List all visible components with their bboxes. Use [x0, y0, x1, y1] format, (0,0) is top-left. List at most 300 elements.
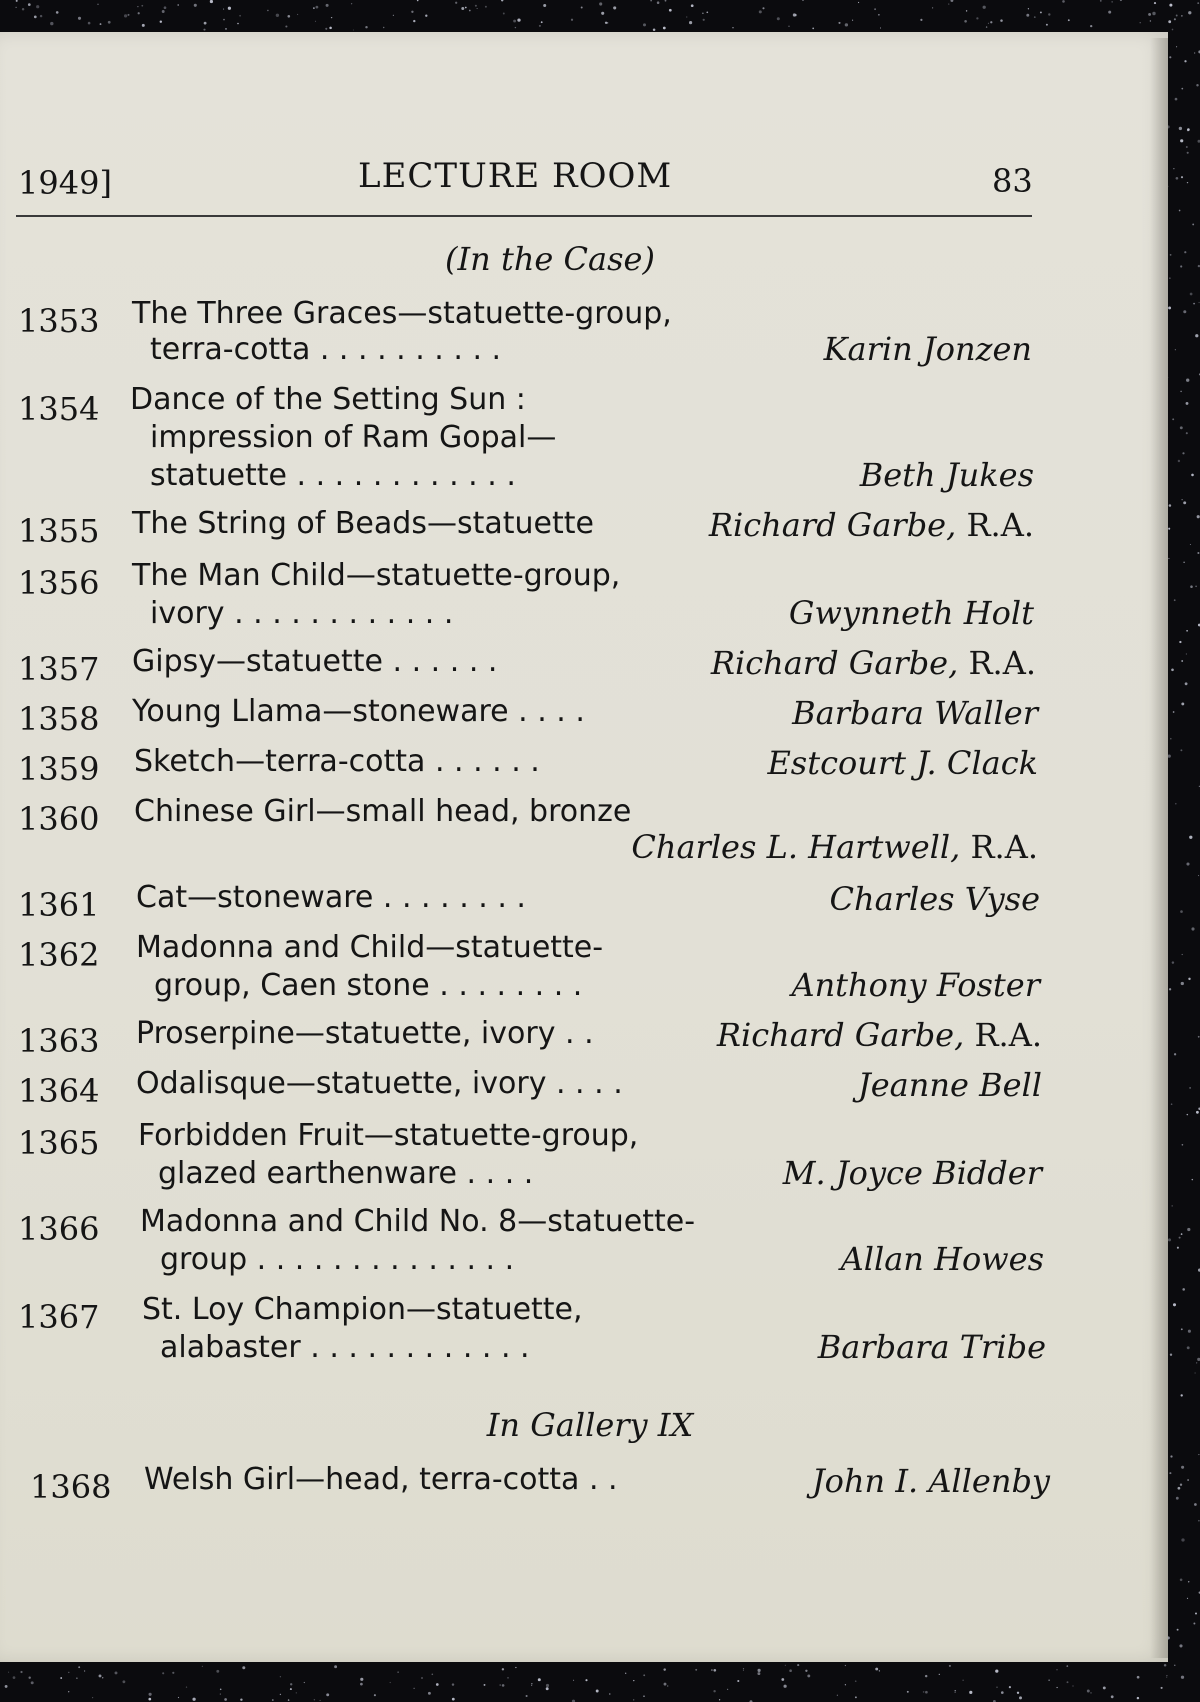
star-dot: [461, 7, 464, 10]
star-dot: [1195, 586, 1197, 588]
star-dot: [68, 1672, 69, 1673]
star-dot: [812, 28, 814, 30]
star-dot: [932, 7, 933, 8]
star-dot: [1180, 1579, 1183, 1582]
star-dot: [1186, 379, 1189, 382]
star-dot: [40, 15, 42, 17]
entry-title: St. Loy Champion—statuette,: [142, 1292, 583, 1327]
star-dot: [29, 1677, 31, 1679]
entry-title-continued: terra-cotta . . . . . . . . . .: [150, 332, 502, 367]
star-dot: [1187, 1114, 1188, 1115]
star-dot: [1180, 265, 1182, 267]
star-dot: [1170, 1354, 1172, 1356]
star-dot: [1169, 1472, 1171, 1474]
star-dot: [596, 1690, 599, 1693]
star-dot: [84, 1670, 85, 1671]
star-dot: [425, 15, 427, 17]
entry-title: Chinese Girl—small head, bronze: [134, 794, 632, 829]
star-dot: [228, 7, 231, 10]
star-dot: [807, 1674, 810, 1677]
star-dot: [1176, 46, 1177, 47]
entry-title: Young Llama—stoneware . . . .: [132, 694, 585, 729]
star-dot: [326, 4, 329, 7]
star-dot: [502, 1684, 505, 1687]
star-dot: [1173, 1303, 1176, 1306]
entry-number: 1357: [18, 650, 100, 688]
entry-artist: Richard Garbe, R.A.: [708, 506, 1034, 544]
star-dot: [657, 1, 660, 4]
entry-artist: Barbara Waller: [792, 694, 1038, 732]
star-dot: [50, 22, 53, 25]
star-dot: [1009, 1686, 1011, 1688]
star-dot: [1194, 1372, 1195, 1373]
star-dot: [988, 23, 989, 24]
star-dot: [609, 1693, 610, 1694]
star-dot: [805, 1670, 807, 1672]
star-dot: [795, 14, 797, 16]
star-dot: [1177, 1247, 1179, 1249]
running-header: [0, 152, 1168, 202]
star-dot: [695, 1669, 697, 1671]
star-dot: [713, 1690, 715, 1692]
star-dot: [162, 1672, 164, 1674]
star-dot: [1168, 754, 1171, 757]
star-dot: [276, 14, 279, 17]
star-dot: [452, 1698, 455, 1701]
star-dot: [785, 1665, 786, 1666]
star-dot: [607, 22, 609, 24]
star-dot: [334, 1665, 337, 1668]
star-dot: [1179, 210, 1181, 212]
star-dot: [1186, 653, 1187, 654]
star-dot: [290, 1688, 292, 1690]
entry-title: The Man Child—statuette-group,: [132, 558, 621, 593]
star-dot: [485, 6, 487, 8]
star-dot: [1186, 402, 1189, 405]
star-dot: [880, 27, 881, 28]
star-dot: [1197, 552, 1199, 554]
star-dot: [788, 25, 790, 27]
star-dot: [1112, 1, 1113, 2]
star-dot: [599, 2, 602, 5]
star-dot: [272, 1699, 274, 1701]
star-dot: [1179, 1237, 1181, 1239]
star-dot: [691, 4, 694, 7]
star-dot: [789, 1669, 792, 1672]
star-dot: [571, 19, 573, 21]
star-dot: [664, 1683, 667, 1686]
star-dot: [1183, 310, 1186, 313]
entry-title: The String of Beads—statuette: [132, 506, 594, 541]
entry-artist: Richard Garbe, R.A.: [710, 644, 1036, 682]
star-dot: [1187, 1479, 1189, 1481]
star-dot: [855, 1680, 857, 1682]
star-dot: [1182, 1288, 1185, 1291]
star-dot: [142, 24, 145, 27]
entry-artist: Karin Jonzen: [823, 330, 1032, 368]
star-dot: [1174, 1053, 1176, 1055]
star-dot: [194, 4, 197, 7]
star-dot: [759, 10, 762, 13]
star-dot: [1179, 1644, 1182, 1647]
star-dot: [531, 1685, 532, 1686]
star-dot: [393, 15, 394, 16]
star-dot: [76, 1677, 78, 1679]
star-dot: [1046, 24, 1048, 26]
star-dot: [223, 19, 225, 21]
star-dot: [1175, 349, 1176, 350]
star-dot: [5, 1685, 8, 1688]
entry-number: 1363: [18, 1022, 100, 1060]
star-dot: [1174, 1665, 1175, 1666]
entry-title: Odalisque—statuette, ivory . . . .: [136, 1066, 623, 1101]
star-dot: [1196, 84, 1198, 86]
star-dot: [1028, 8, 1029, 9]
star-dot: [1174, 18, 1176, 20]
star-dot: [601, 12, 604, 15]
header-title: LECTURE ROOM: [358, 156, 673, 196]
star-dot: [855, 1696, 857, 1698]
entry-number: 1353: [18, 302, 100, 340]
star-dot: [1175, 803, 1177, 805]
star-dot: [686, 16, 687, 17]
star-dot: [757, 1672, 760, 1675]
star-dot: [220, 1689, 222, 1691]
star-dot: [950, 0, 953, 2]
entry-title: Sketch—terra-cotta . . . . . .: [134, 744, 540, 779]
star-dot: [1019, 1696, 1022, 1699]
star-dot: [1181, 1676, 1184, 1679]
star-dot: [983, 6, 986, 9]
star-dot: [351, 3, 352, 4]
star-dot: [781, 1678, 784, 1681]
entry-artist: Charles Vyse: [829, 880, 1040, 918]
entry-artist: Estcourt J. Clack: [767, 744, 1038, 782]
entry-number: 1354: [18, 390, 100, 428]
star-dot: [1137, 1676, 1140, 1679]
star-dot: [204, 22, 207, 25]
star-dot: [436, 1683, 439, 1686]
star-dot: [503, 13, 505, 15]
header-rule: [16, 215, 1032, 217]
star-dot: [743, 1670, 744, 1671]
star-dot: [1188, 11, 1191, 14]
star-dot: [28, 3, 31, 6]
star-dot: [413, 20, 415, 22]
entry-title-continued: alabaster . . . . . . . . . . . .: [160, 1330, 530, 1365]
entry-number: 1355: [18, 512, 100, 550]
star-dot: [802, 0, 803, 1]
star-dot: [141, 5, 143, 7]
star-dot: [879, 1670, 880, 1671]
star-dot: [663, 1668, 665, 1670]
entry-number: 1365: [18, 1124, 100, 1162]
star-dot: [1183, 562, 1184, 563]
entry-artist: Beth Jukes: [859, 456, 1034, 494]
star-dot: [1111, 1695, 1114, 1698]
star-dot: [13, 1676, 16, 1679]
star-dot: [969, 1691, 972, 1694]
star-dot: [137, 6, 138, 7]
star-dot: [1026, 14, 1029, 17]
star-dot: [1188, 1581, 1189, 1582]
star-dot: [1100, 0, 1102, 2]
star-dot: [1120, 0, 1122, 1]
star-dot: [702, 13, 703, 14]
star-dot: [313, 7, 315, 9]
star-dot: [966, 10, 967, 11]
star-dot: [643, 1674, 645, 1676]
star-dot: [288, 1699, 290, 1701]
entry-title: Madonna and Child—statuette-: [136, 930, 604, 965]
star-dot: [1168, 1238, 1171, 1241]
star-dot: [224, 1698, 227, 1701]
entry-title-continued: group . . . . . . . . . . . . . .: [160, 1242, 515, 1277]
star-dot: [138, 12, 140, 14]
star-dot: [1062, 0, 1065, 3]
star-dot: [1068, 19, 1070, 21]
star-dot: [955, 1692, 956, 1693]
star-dot: [663, 27, 666, 30]
star-dot: [920, 19, 922, 21]
star-dot: [1183, 501, 1186, 504]
star-dot: [613, 6, 616, 9]
entry-number: 1356: [18, 564, 100, 602]
entry-title-continued: glazed earthenware . . . .: [158, 1156, 534, 1191]
entry-number: 1368: [30, 1468, 112, 1506]
page-edge-shadow: [1150, 38, 1168, 1658]
star-dot: [172, 1672, 174, 1674]
star-dot: [1182, 499, 1183, 500]
star-dot: [539, 25, 541, 27]
star-dot: [1001, 1691, 1004, 1694]
star-dot: [546, 1684, 549, 1687]
star-dot: [1171, 668, 1174, 671]
star-dot: [1176, 15, 1178, 17]
star-dot: [507, 1677, 508, 1678]
star-dot: [1195, 1613, 1197, 1615]
star-dot: [240, 1698, 242, 1700]
entry-number: 1360: [18, 800, 100, 838]
star-dot: [287, 15, 290, 18]
star-dot: [1090, 1692, 1091, 1693]
star-dot: [711, 1669, 713, 1671]
star-dot: [331, 17, 332, 18]
star-dot: [290, 1683, 292, 1685]
star-dot: [1186, 862, 1189, 865]
star-dot: [1177, 1629, 1179, 1631]
star-dot: [242, 1666, 245, 1669]
star-dot: [216, 1670, 219, 1673]
entry-title: Forbidden Fruit—statuette-group,: [138, 1118, 639, 1153]
star-dot: [1103, 1686, 1106, 1689]
section-heading-gallery: In Gallery IX: [486, 1406, 694, 1444]
star-dot: [986, 26, 987, 27]
star-dot: [1191, 474, 1194, 477]
star-dot: [845, 1665, 846, 1666]
star-dot: [1178, 460, 1180, 462]
star-dot: [907, 1691, 909, 1693]
star-dot: [1067, 1681, 1069, 1683]
star-dot: [239, 15, 241, 17]
star-dot: [115, 1671, 118, 1674]
entry-title: Dance of the Setting Sun :: [130, 382, 526, 417]
star-dot: [964, 20, 967, 23]
entry-artist: John I. Allenby: [811, 1462, 1050, 1500]
star-dot: [541, 21, 543, 23]
star-dot: [1190, 293, 1193, 296]
star-dot: [160, 20, 162, 22]
star-dot: [360, 1678, 363, 1681]
star-dot: [963, 1680, 964, 1681]
star-dot: [411, 11, 413, 13]
star-dot: [325, 28, 327, 30]
star-dot: [1172, 418, 1174, 420]
star-dot: [955, 1690, 956, 1691]
star-dot: [267, 10, 268, 11]
star-dot: [1040, 11, 1042, 13]
entry-title: Madonna and Child No. 8—statuette-: [140, 1204, 696, 1239]
star-dot: [732, 27, 733, 28]
star-dot: [1169, 56, 1171, 58]
star-dot: [713, 1669, 716, 1672]
star-dot: [1168, 306, 1171, 309]
star-dot: [1194, 52, 1195, 53]
star-dot: [1000, 19, 1003, 22]
star-dot: [432, 1674, 434, 1676]
star-dot: [538, 1678, 541, 1681]
star-dot: [1187, 128, 1190, 131]
star-dot: [296, 1692, 297, 1693]
star-dot: [1172, 29, 1174, 31]
entry-title-continued: ivory . . . . . . . . . . . .: [150, 596, 454, 631]
star-dot: [1190, 585, 1193, 588]
star-dot: [643, 1695, 645, 1697]
star-dot: [797, 1664, 799, 1666]
page-number: 83: [992, 162, 1033, 200]
star-dot: [304, 1682, 305, 1683]
star-dot: [1186, 432, 1188, 434]
star-dot: [1196, 1111, 1199, 1114]
star-dot: [743, 1668, 744, 1669]
star-dot: [1137, 1697, 1139, 1699]
star-dot: [874, 8, 876, 10]
star-dot: [1150, 20, 1151, 21]
star-dot: [1187, 1228, 1190, 1231]
star-dot: [1176, 1497, 1179, 1500]
star-dot: [128, 14, 130, 16]
header-year: 1949]: [18, 164, 112, 202]
star-dot: [1168, 558, 1169, 559]
star-dot: [428, 1692, 431, 1695]
entry-number: 1366: [18, 1210, 100, 1248]
star-dot: [1182, 452, 1184, 454]
star-dot: [148, 1698, 151, 1701]
star-dot: [78, 17, 81, 20]
star-dot: [360, 1683, 363, 1686]
entry-title: The Three Graces—statuette-group,: [132, 296, 672, 331]
star-dot: [727, 1689, 728, 1690]
star-dot: [56, 11, 59, 14]
star-dot: [326, 1693, 329, 1696]
star-dot: [1066, 1665, 1068, 1667]
star-dot: [546, 1687, 549, 1690]
star-dot: [625, 1673, 626, 1674]
star-dot: [421, 1677, 422, 1678]
star-dot: [689, 21, 692, 24]
entry-title-continued: group, Caen stone . . . . . . . .: [154, 968, 583, 1003]
star-dot: [1179, 127, 1182, 130]
star-dot: [1192, 223, 1194, 225]
star-dot: [1168, 20, 1171, 23]
star-dot: [1034, 16, 1036, 18]
star-dot: [1180, 391, 1182, 393]
star-dot: [1168, 528, 1170, 530]
star-dot: [1166, 1675, 1167, 1676]
star-dot: [1180, 910, 1183, 913]
star-dot: [925, 1691, 928, 1694]
star-dot: [484, 1684, 486, 1686]
star-dot: [383, 27, 384, 28]
star-dot: [20, 1671, 22, 1673]
star-dot: [1181, 176, 1183, 178]
section-heading-case: (In the Case): [445, 240, 655, 278]
star-dot: [210, 0, 213, 3]
star-dot: [1187, 1598, 1188, 1599]
star-dot: [102, 1677, 103, 1678]
star-dot: [719, 1699, 720, 1700]
star-dot: [31, 1681, 34, 1684]
star-dot: [34, 16, 37, 19]
star-dot: [164, 6, 167, 9]
star-dot: [365, 26, 367, 28]
star-dot: [1048, 13, 1050, 15]
star-dot: [650, 0, 651, 1]
star-dot: [477, 8, 478, 9]
star-dot: [669, 9, 672, 12]
star-dot: [1182, 954, 1183, 955]
star-dot: [845, 1684, 846, 1685]
star-dot: [22, 8, 24, 10]
star-dot: [315, 21, 316, 22]
star-dot: [108, 21, 111, 24]
star-dot: [1172, 961, 1174, 963]
entry-artist: Gwynneth Holt: [788, 594, 1034, 632]
star-dot: [1173, 168, 1174, 169]
star-dot: [838, 22, 840, 24]
star-dot: [397, 1671, 398, 1672]
star-dot: [1193, 1623, 1195, 1625]
star-dot: [758, 1669, 761, 1672]
star-dot: [517, 18, 520, 21]
star-dot: [1171, 1103, 1173, 1105]
star-dot: [581, 7, 583, 9]
star-dot: [1181, 982, 1184, 985]
star-dot: [1180, 426, 1183, 429]
star-dot: [1198, 1036, 1200, 1038]
star-dot: [762, 7, 764, 9]
star-dot: [499, 1684, 501, 1686]
star-dot: [1198, 1520, 1200, 1522]
star-dot: [783, 1685, 786, 1688]
star-dot: [1048, 1680, 1049, 1681]
star-dot: [78, 1666, 80, 1668]
star-dot: [653, 28, 656, 31]
star-dot: [280, 1676, 281, 1677]
star-dot: [1194, 1503, 1197, 1506]
star-dot: [1181, 660, 1183, 662]
star-dot: [1169, 4, 1172, 7]
